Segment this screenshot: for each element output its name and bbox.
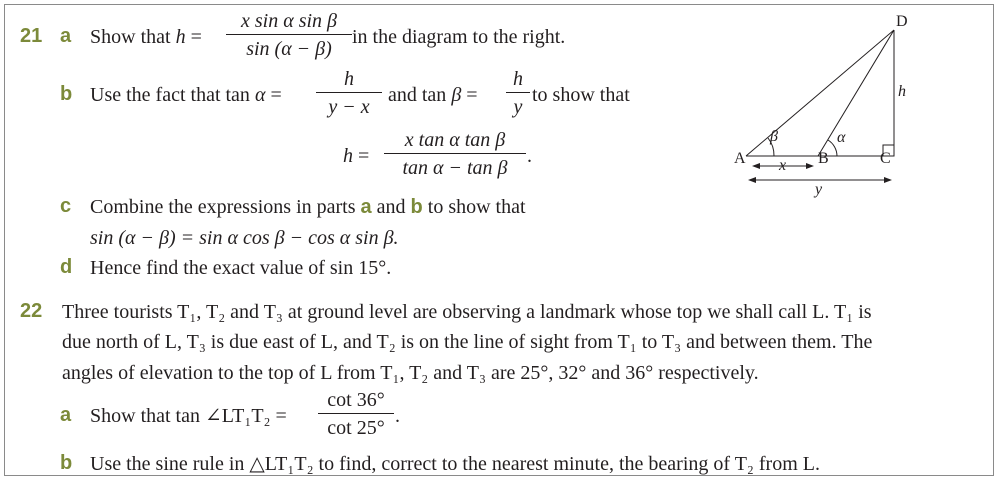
label-alpha: α	[837, 129, 846, 146]
part-21b-mid: and tan β =	[388, 84, 478, 106]
part-21a-post: in the diagram to the right.	[352, 26, 566, 48]
part-21c-text: Combine the expressions in parts a and b to show that	[90, 196, 526, 218]
q22-line-3: angles of elevation to the top of L from T₁, T₂ and T₃ are 25°, 32° and 36° respectively.	[62, 362, 759, 384]
part-22a-label: a	[60, 404, 72, 426]
part-21b-result-lhs: h =	[343, 145, 370, 167]
part-22a-fraction: cot 36° cot 25°	[318, 388, 394, 440]
part-21b-label: b	[60, 83, 73, 105]
label-h: h	[898, 83, 906, 100]
part-21a-denominator: sin (α − β)	[246, 38, 332, 60]
part-21d-label: d	[60, 256, 73, 278]
part-22b-text: Use the sine rule in △LT₁T₂ to find, correct to the nearest minute, the bearing of T₂ from L.	[90, 453, 820, 475]
label-c: C	[880, 150, 891, 167]
part-21c-label: c	[60, 195, 72, 217]
part-21b-result-end: .	[527, 145, 532, 167]
line-bd	[818, 30, 894, 156]
question-22-number: 22	[20, 300, 43, 322]
part-21b-fraction-1: h y − x	[316, 67, 382, 119]
label-a: A	[734, 150, 746, 167]
y-arrow-right	[884, 177, 892, 183]
part-21b-result-fraction: x tan α tan β tan α − tan β	[384, 128, 526, 180]
label-b: B	[818, 150, 829, 167]
part-21b-text: Use the fact that tan α =	[90, 84, 282, 106]
alpha-arc	[828, 140, 837, 156]
part-21a-fraction	[226, 9, 352, 61]
part-21b-fraction-2: h y	[506, 67, 530, 119]
line-ad	[746, 30, 894, 156]
triangle-diagram	[720, 8, 920, 198]
q22-line-1: Three tourists T₁, T₂ and T₃ at ground level are observing a landmark whose top we shall call L. T₁ is	[62, 301, 872, 323]
part-21c-identity: sin (α − β) = sin α cos β − cos α sin β.	[90, 227, 399, 249]
y-arrow-left	[748, 177, 756, 183]
part-21a-label: a	[60, 25, 72, 47]
part-21a-text: Show that h =	[90, 26, 202, 48]
label-x: x	[779, 157, 787, 174]
part-22a-text: Show that tan ∠LT₁T₂ =	[90, 405, 287, 427]
part-22b-label: b	[60, 452, 73, 474]
x-arrow-right	[806, 163, 814, 169]
part-22a-end: .	[395, 405, 400, 427]
q22-line-2: due north of L, T₃ is due east of L, and T₂ is on the line of sight from T₁ to T₃ and between them. The	[62, 331, 873, 353]
question-21-number: 21	[20, 25, 43, 47]
part-21a-numerator: x sin α sin β	[240, 10, 337, 32]
label-y: y	[815, 181, 823, 198]
x-arrow-left	[752, 163, 760, 169]
part-21b-post: to show that	[532, 84, 630, 106]
part-21d-text: Hence find the exact value of sin 15°.	[90, 257, 392, 279]
label-d: D	[896, 13, 908, 30]
label-beta: β	[770, 128, 778, 145]
